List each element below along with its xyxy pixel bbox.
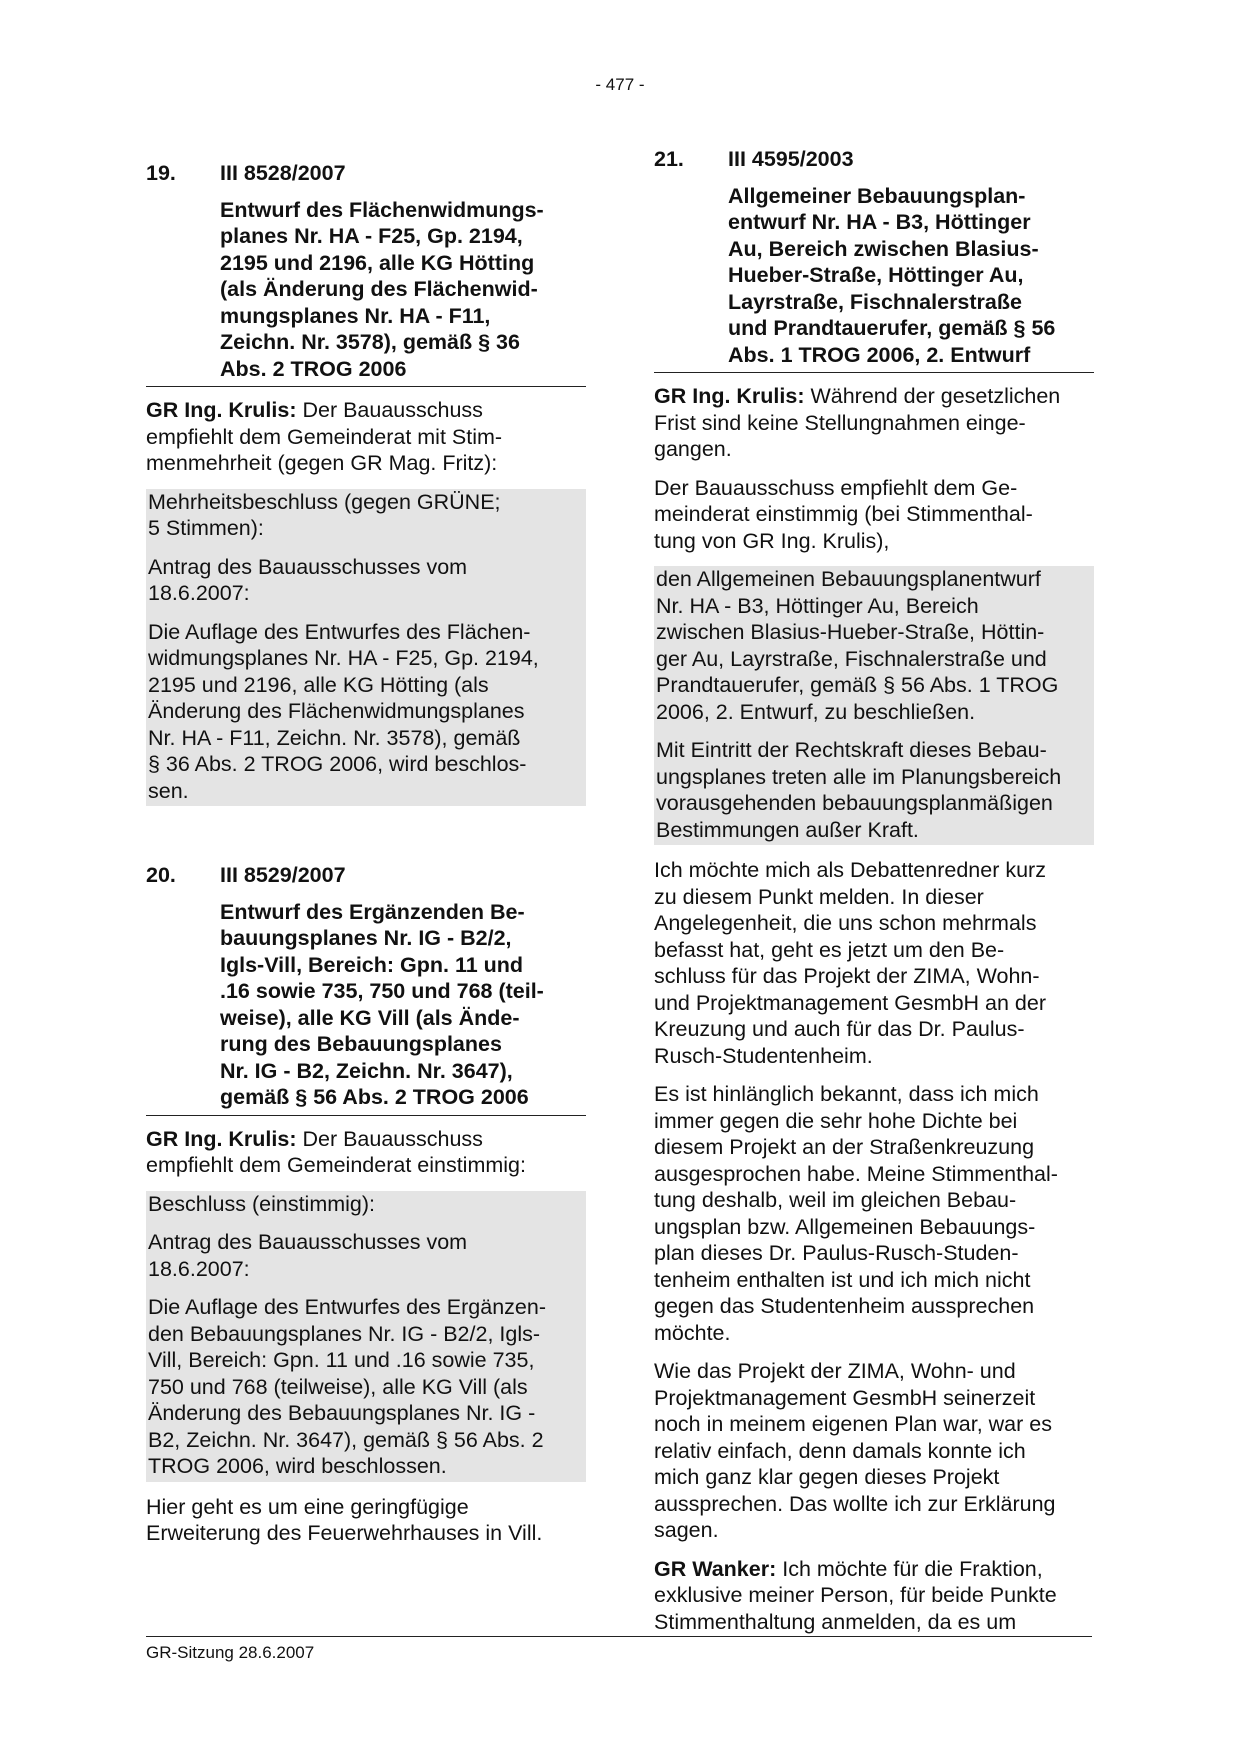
resolution-body: Die Auflage des Entwurfes des Flächen- widmungsplanes Nr. HA - F25, Gp. 2194, 2195 und 2196, alle KG Hötting (als Änderung des Flächenwidmungsplanes Nr. HA - F11, Zeichn. Nr. 3578), gemäß § 36 Abs. 2 TROG 2006, wird beschlos- sen. — [148, 619, 539, 803]
agenda-item-21 — [654, 146, 1094, 1635]
resolution-text: Beschluss (einstimmig): — [148, 1191, 375, 1216]
left-column — [146, 160, 586, 1559]
speaker-statement — [654, 1556, 1094, 1636]
speaker-name: GR Wanker: — [654, 1556, 777, 1581]
resolution-body: den Allgemeinen Bebauungsplanentwurf Nr. HA - B3, Höttinger Au, Bereich zwischen Blasius-Hueber-Straße, Höttin- ger Au, Layrstraße, Fischnalerstraße und Prandtauerufer, gemäß § 56 Abs. 1 TROG 2006, 2. Entwurf, zu beschließen. — [656, 567, 1059, 724]
debate-text: Ich möchte mich als Debattenredner kurz zu diesem Punkt melden. In dieser Angelegenheit, die uns schon mehrmals befasst hat, geht es jetzt um den Be- schluss für das Projekt der ZIMA, Wohn- und Projektmanagement GesmbH an der Kreuzung und auch für das Dr. Paulus- Rusch-Studentenheim. — [654, 858, 1046, 1068]
item-number: 20. — [146, 863, 176, 887]
resolution-box — [146, 489, 586, 807]
divider — [654, 372, 1094, 373]
item-header — [146, 862, 586, 889]
divider — [146, 1115, 586, 1116]
speaker-statement — [654, 383, 1094, 463]
footer-divider — [146, 1636, 1092, 1637]
motion-text: Antrag des Bauausschusses vom 18.6.2007: — [148, 554, 468, 605]
agenda-item-19 — [146, 160, 586, 806]
statement-text: Ich möchte für die Fraktion, exklusive meiner Person, für beide Punkte Stimmenthaltung anmelden, da es um — [654, 1556, 1057, 1634]
resolution-box — [654, 566, 1094, 845]
item-reference: III 4595/2003 — [728, 147, 854, 171]
note-text: Hier geht es um eine geringfügige Erweiterung des Feuerwehrhauses in Vill. — [146, 1494, 543, 1545]
item-title: Entwurf des Flächenwidmungs- planes Nr. HA - F25, Gp. 2194, 2195 und 2196, alle KG Hötting (als Änderung des Flächenwid- mungsplanes Nr. HA - F11, Zeichn. Nr. 3578), gemäß § 36 Abs. 2 TROG 2006 — [220, 197, 544, 381]
speaker-name: GR Ing. Krulis: — [146, 398, 297, 422]
speaker-name: GR Ing. Krulis: — [654, 384, 805, 408]
footer-text: GR-Sitzung 28.6.2007 — [146, 1643, 315, 1662]
statement-text: Der Bauausschuss empfiehlt dem Gemeinderat einstimmig: — [146, 1126, 526, 1177]
item-title: Allgemeiner Bebauungsplan- entwurf Nr. HA - B3, Höttinger Au, Bereich zwischen Blasius- Hueber-Straße, Höttinger Au, Layrstraße, Fischnalerstraße und Prandtauerufer, gemäß § 56 Abs. 1 TROG 2006, 2. Entwurf — [728, 183, 1056, 367]
item-reference: III 8528/2007 — [220, 161, 346, 185]
item-title: Entwurf des Ergänzenden Be- bauungsplanes Nr. IG - B2/2, Igls-Vill, Bereich: Gpn. 11 und .16 sowie 735, 750 und 768 (teil- weise), alle KG Vill (als Ände- rung des Bebauungsplanes Nr. IG - B2, Zeichn. Nr. 3647), gemäß § 56 Abs. 2 TROG 2006 — [220, 899, 544, 1109]
item-header — [654, 146, 1094, 173]
item-number: 21. — [654, 147, 684, 171]
right-column — [654, 146, 1094, 1647]
page-number: - 477 - — [595, 75, 645, 94]
debate-text: Es ist hinlänglich bekannt, dass ich mich immer gegen die sehr hohe Dichte bei diesem Projekt an der Straßenkreuzung ausgesprochen habe. Meine Stimmenthal- tung deshalb, weil im gleichen Bebau- ungsplan bzw. Allgemeinen Bebauungs- plan dieses Dr. Paulus-Rusch-Studen- tenheim enthalten ist und ich mich nicht gegen das Studentenheim aussprechen möchte. — [654, 1082, 1058, 1345]
committee-recommendation: Der Bauausschuss empfiehlt dem Ge- meinderat einstimmig (bei Stimmenthal- tung von GR Ing. Krulis), — [654, 475, 1033, 553]
speaker-statement — [146, 1126, 586, 1179]
debate-text: Wie das Projekt der ZIMA, Wohn- und Projektmanagement GesmbH seinerzeit noch in meinem eigenen Plan war, war es relativ einfach, denn damals konnte ich mich ganz klar gegen dieses Projekt aussprechen. Das wollte ich zur Erklärung sagen. — [654, 1359, 1056, 1542]
motion-text: Antrag des Bauausschusses vom 18.6.2007: — [148, 1230, 468, 1281]
item-number: 19. — [146, 161, 176, 185]
resolution-effect: Mit Eintritt der Rechtskraft dieses Bebau- ungsplanes treten alle im Planungsbereich vorausgehenden bebauungsplanmäßigen Bestimmungen außer Kraft. — [656, 738, 1062, 842]
resolution-box — [146, 1191, 586, 1482]
speaker-statement — [146, 397, 586, 477]
statement-text: Während der gesetzlichen Frist sind keine Stellungnahmen einge- gangen. — [654, 384, 1061, 461]
resolution-body: Die Auflage des Entwurfes des Ergänzen- den Bebauungsplanes Nr. IG - B2/2, Igls- Vill, Bereich: Gpn. 11 und .16 sowie 735, 750 und 768 (teilweise), alle KG Vill (als Änderung des Bebauungsplanes Nr. IG - B2, Zeichn. Nr. 3647), gemäß § 56 Abs. 2 TROG 2006, wird beschlossen. — [148, 1295, 546, 1478]
divider — [146, 386, 586, 387]
resolution-text: Mehrheitsbeschluss (gegen GRÜNE; 5 Stimmen): — [148, 489, 501, 540]
item-reference: III 8529/2007 — [220, 863, 346, 887]
item-header — [146, 160, 586, 187]
statement-text: Der Bauausschuss empfiehlt dem Gemeinderat mit Stim- menmehrheit (gegen GR Mag. Fritz): — [146, 398, 503, 475]
agenda-item-20 — [146, 862, 586, 1547]
speaker-name: GR Ing. Krulis: — [146, 1126, 297, 1151]
